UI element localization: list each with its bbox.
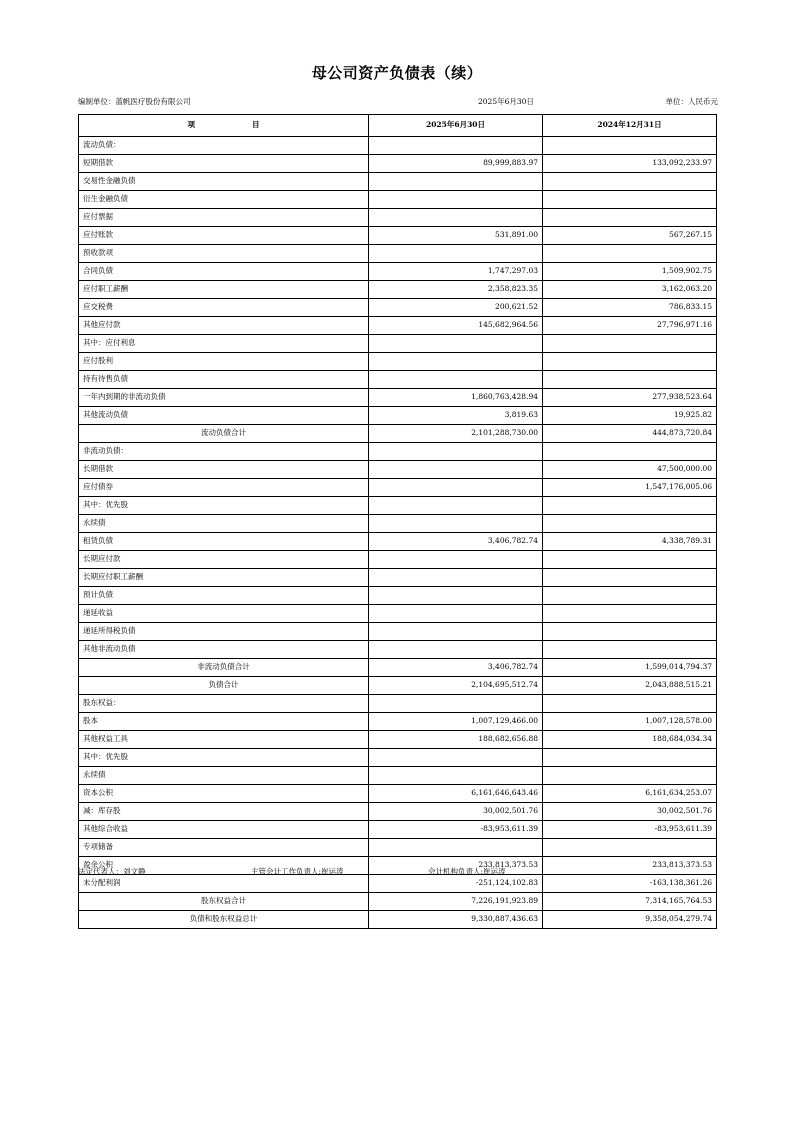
row-value-prior-period: 19,925.82 <box>543 407 717 425</box>
row-label: 流动负债： <box>79 137 369 155</box>
table-row <box>79 155 717 173</box>
row-value-prior-period <box>543 605 717 623</box>
row-value-current-period: 30,002,501.76 <box>369 803 543 821</box>
row-value-current-period: 6,161,646,643.46 <box>369 785 543 803</box>
row-value-prior-period <box>543 515 717 533</box>
row-value-current-period <box>369 587 543 605</box>
table-row <box>79 533 717 551</box>
row-value-prior-period: 188,684,034.34 <box>543 731 717 749</box>
accounting-head: 主管会计工作负责人:崔运涛 <box>251 867 344 876</box>
row-value-prior-period <box>543 443 717 461</box>
row-value-prior-period <box>543 749 717 767</box>
row-label: 流动负债合计 <box>79 425 369 443</box>
row-label: 长期借款 <box>79 461 369 479</box>
table-row <box>79 731 717 749</box>
table-row <box>79 695 717 713</box>
row-label: 股本 <box>79 713 369 731</box>
row-label: 其中：优先股 <box>79 497 369 515</box>
row-label: 长期应付职工薪酬 <box>79 569 369 587</box>
table-row <box>79 281 717 299</box>
table-row <box>79 173 717 191</box>
row-value-current-period: 7,226,191,923.89 <box>369 893 543 911</box>
row-label: 未分配利润 <box>79 875 369 893</box>
table-row <box>79 515 717 533</box>
row-value-current-period <box>369 497 543 515</box>
table-row <box>79 569 717 587</box>
row-value-prior-period <box>543 173 717 191</box>
row-value-prior-period <box>543 137 717 155</box>
table-row <box>79 389 717 407</box>
row-value-prior-period <box>543 335 717 353</box>
row-label: 负债合计 <box>79 677 369 695</box>
report-date: 2025年6月30日 <box>478 97 534 106</box>
row-label: 非流动负债： <box>79 443 369 461</box>
table-row <box>79 317 717 335</box>
table-body <box>79 137 717 929</box>
row-label: 交易性金融负债 <box>79 173 369 191</box>
row-value-prior-period: 786,833.15 <box>543 299 717 317</box>
row-value-prior-period <box>543 839 717 857</box>
row-value-current-period: 531,891.00 <box>369 227 543 245</box>
row-value-prior-period: 277,938,523.64 <box>543 389 717 407</box>
row-value-prior-period <box>543 209 717 227</box>
table-row <box>79 641 717 659</box>
row-label: 永续债 <box>79 515 369 533</box>
row-value-current-period <box>369 335 543 353</box>
table-row <box>79 371 717 389</box>
accounting-organization-head: 会计机构负责人:崔运涛 <box>428 867 506 876</box>
table-row <box>79 425 717 443</box>
row-value-current-period <box>369 191 543 209</box>
row-value-prior-period <box>543 695 717 713</box>
table-row <box>79 803 717 821</box>
row-value-current-period <box>369 209 543 227</box>
preparer-label: 编制单位：蓝帆医疗股份有限公司 <box>78 97 191 106</box>
row-value-current-period: -251,124,102.83 <box>369 875 543 893</box>
row-value-prior-period: 567,267.15 <box>543 227 717 245</box>
table-row <box>79 713 717 731</box>
row-value-prior-period <box>543 191 717 209</box>
row-value-current-period <box>369 749 543 767</box>
row-label: 减：库存股 <box>79 803 369 821</box>
row-value-prior-period: 1,007,128,578.00 <box>543 713 717 731</box>
row-value-prior-period <box>543 623 717 641</box>
row-value-prior-period: 2,043,888,515.21 <box>543 677 717 695</box>
row-value-current-period: 3,819.63 <box>369 407 543 425</box>
currency-unit: 单位：人民币元 <box>665 97 718 106</box>
row-value-current-period: 89,999,883.97 <box>369 155 543 173</box>
row-value-prior-period <box>543 767 717 785</box>
row-value-current-period: 2,104,695,512.74 <box>369 677 543 695</box>
row-value-prior-period: 30,002,501.76 <box>543 803 717 821</box>
row-value-current-period: 2,358,823.35 <box>369 281 543 299</box>
row-value-current-period <box>369 461 543 479</box>
table-header-row <box>79 115 717 137</box>
table-row <box>79 587 717 605</box>
row-value-current-period <box>369 839 543 857</box>
row-value-current-period: 3,406,782.74 <box>369 533 543 551</box>
row-value-prior-period: 4,338,789.31 <box>543 533 717 551</box>
table-row <box>79 227 717 245</box>
row-value-current-period: 1,860,763,428.94 <box>369 389 543 407</box>
signature-line <box>78 866 718 878</box>
row-label: 其他应付款 <box>79 317 369 335</box>
row-value-current-period: 1,007,129,466.00 <box>369 713 543 731</box>
row-value-prior-period: 7,314,165,764.53 <box>543 893 717 911</box>
table-row <box>79 263 717 281</box>
table-row <box>79 245 717 263</box>
table-row <box>79 839 717 857</box>
row-label: 股东权益合计 <box>79 893 369 911</box>
row-value-prior-period: 9,358,054,279.74 <box>543 911 717 929</box>
table-row <box>79 209 717 227</box>
row-value-prior-period: 233,813,373.53 <box>543 857 717 875</box>
row-value-prior-period: 1,599,014,794.37 <box>543 659 717 677</box>
row-value-current-period: 1,747,297.03 <box>369 263 543 281</box>
table-row <box>79 623 717 641</box>
row-value-current-period: 9,330,887,436.63 <box>369 911 543 929</box>
row-value-current-period <box>369 623 543 641</box>
table-row <box>79 443 717 461</box>
row-value-current-period: 2,101,288,730.00 <box>369 425 543 443</box>
row-value-prior-period <box>543 587 717 605</box>
row-label: 短期借款 <box>79 155 369 173</box>
row-label: 其中：优先股 <box>79 749 369 767</box>
row-label: 专项储备 <box>79 839 369 857</box>
legal-representative: 法定代表人：刘文静 <box>78 867 146 876</box>
row-value-current-period: -83,953,611.39 <box>369 821 543 839</box>
table-row <box>79 353 717 371</box>
row-value-prior-period <box>543 245 717 263</box>
table-row <box>79 335 717 353</box>
row-label: 永续债 <box>79 767 369 785</box>
row-value-prior-period <box>543 569 717 587</box>
row-value-current-period <box>369 695 543 713</box>
table-row <box>79 605 717 623</box>
row-label: 应付账款 <box>79 227 369 245</box>
row-label: 负债和股东权益总计 <box>79 911 369 929</box>
table-row <box>79 893 717 911</box>
row-value-prior-period: -83,953,611.39 <box>543 821 717 839</box>
row-label: 应付票据 <box>79 209 369 227</box>
row-label: 其他流动负债 <box>79 407 369 425</box>
row-value-prior-period: 444,873,720.84 <box>543 425 717 443</box>
row-label: 其中：应付利息 <box>79 335 369 353</box>
row-value-current-period: 145,682,964.56 <box>369 317 543 335</box>
row-value-current-period <box>369 137 543 155</box>
row-value-current-period <box>369 443 543 461</box>
page-title: 母公司资产负债表（续） <box>311 64 483 82</box>
row-value-current-period <box>369 569 543 587</box>
table-row <box>79 497 717 515</box>
row-label: 股东权益： <box>79 695 369 713</box>
row-value-current-period <box>369 767 543 785</box>
row-label: 其他综合收益 <box>79 821 369 839</box>
row-label: 其他权益工具 <box>79 731 369 749</box>
row-label: 租赁负债 <box>79 533 369 551</box>
row-value-current-period: 3,406,782.74 <box>369 659 543 677</box>
row-value-current-period <box>369 173 543 191</box>
table-row <box>79 461 717 479</box>
row-value-current-period <box>369 371 543 389</box>
row-label: 盈余公积 <box>79 857 369 875</box>
row-label: 一年内到期的非流动负债 <box>79 389 369 407</box>
table-row <box>79 551 717 569</box>
row-value-current-period: 233,813,373.53 <box>369 857 543 875</box>
row-label: 衍生金融负债 <box>79 191 369 209</box>
table-row <box>79 479 717 497</box>
table-row <box>79 821 717 839</box>
row-label: 其他非流动负债 <box>79 641 369 659</box>
table-row <box>79 749 717 767</box>
row-value-prior-period: 6,161,634,253.07 <box>543 785 717 803</box>
row-label: 应交税费 <box>79 299 369 317</box>
row-label: 非流动负债合计 <box>79 659 369 677</box>
document-meta <box>78 96 718 108</box>
row-label: 资本公积 <box>79 785 369 803</box>
row-value-prior-period <box>543 353 717 371</box>
row-value-current-period <box>369 641 543 659</box>
table-row <box>79 659 717 677</box>
row-value-prior-period: 3,162,063.20 <box>543 281 717 299</box>
row-value-current-period: 188,682,656.88 <box>369 731 543 749</box>
table-row <box>79 767 717 785</box>
row-value-current-period <box>369 353 543 371</box>
row-value-prior-period: 133,092,233.97 <box>543 155 717 173</box>
row-label: 应付债券 <box>79 479 369 497</box>
row-value-prior-period <box>543 551 717 569</box>
row-label: 合同负债 <box>79 263 369 281</box>
row-value-current-period <box>369 605 543 623</box>
row-value-current-period <box>369 551 543 569</box>
row-label: 持有待售负债 <box>79 371 369 389</box>
row-value-prior-period <box>543 641 717 659</box>
table-row <box>79 137 717 155</box>
row-value-prior-period: 1,547,176,005.06 <box>543 479 717 497</box>
table-row <box>79 299 717 317</box>
column-header-current-period: 2025年6月30日 <box>369 115 543 137</box>
row-value-prior-period <box>543 371 717 389</box>
table-row <box>79 785 717 803</box>
table-row <box>79 407 717 425</box>
row-label: 预计负债 <box>79 587 369 605</box>
row-value-prior-period: 47,500,000.00 <box>543 461 717 479</box>
row-value-prior-period: -163,138,361.26 <box>543 875 717 893</box>
row-value-current-period <box>369 515 543 533</box>
row-label: 长期应付款 <box>79 551 369 569</box>
row-value-prior-period: 1,509,902.75 <box>543 263 717 281</box>
row-value-prior-period: 27,796,971.16 <box>543 317 717 335</box>
row-value-current-period <box>369 245 543 263</box>
column-header-prior-period: 2024年12月31日 <box>543 115 717 137</box>
table-row <box>79 911 717 929</box>
row-label: 递延所得税负债 <box>79 623 369 641</box>
column-header-item: 项 目 <box>79 115 369 137</box>
row-label: 应付职工薪酬 <box>79 281 369 299</box>
table-row <box>79 677 717 695</box>
balance-sheet-table <box>78 114 717 929</box>
row-label: 递延收益 <box>79 605 369 623</box>
row-label: 预收款项 <box>79 245 369 263</box>
row-value-current-period <box>369 479 543 497</box>
row-value-prior-period <box>543 497 717 515</box>
table-row <box>79 191 717 209</box>
row-value-current-period: 200,621.52 <box>369 299 543 317</box>
row-label: 应付股利 <box>79 353 369 371</box>
